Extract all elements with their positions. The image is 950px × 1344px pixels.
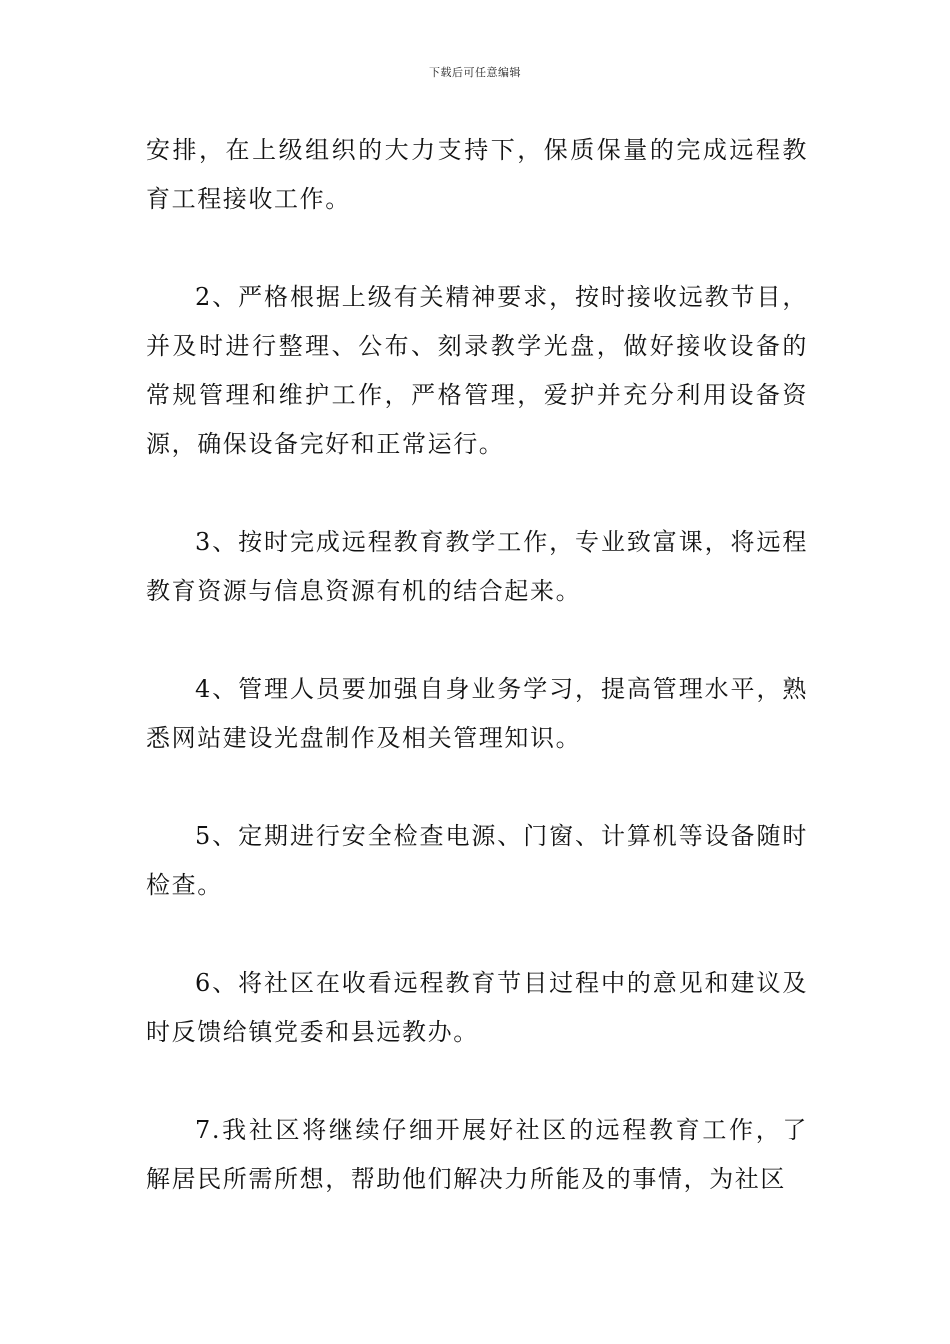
- paragraph-item-6: 6、将社区在收看远程教育节目过程中的意见和建议及时反馈给镇党委和县远教办。: [146, 969, 808, 1046]
- document-body: [146, 126, 808, 1253]
- paragraph-item-3: 3、按时完成远程教育教学工作，专业致富课，将远程教育资源与信息资源有机的结合起来。: [146, 528, 808, 605]
- paragraph-item-2: 2、严格根据上级有关精神要求，按时接收远教节目，并及时进行整理、公布、刻录教学光盘，做好接收设备的常规管理和维护工作，严格管理，爱护并充分利用设备资源，确保设备完好和正常运行。: [146, 283, 808, 458]
- page-header-note: 下载后可任意编辑: [429, 66, 521, 79]
- paragraph-continuation: 安排，在上级组织的大力支持下，保质保量的完成远程教育工程接收工作。: [146, 136, 808, 213]
- paragraph-item-4: 4、管理人员要加强自身业务学习，提高管理水平，熟悉网站建设光盘制作及相关管理知识。: [146, 675, 808, 752]
- paragraph-item-5: 5、定期进行安全检查电源、门窗、计算机等设备随时检查。: [146, 822, 808, 899]
- paragraph-item-7: 7.我社区将继续仔细开展好社区的远程教育工作，了解居民所需所想，帮助他们解决力所能及的事情，为社区: [146, 1116, 808, 1193]
